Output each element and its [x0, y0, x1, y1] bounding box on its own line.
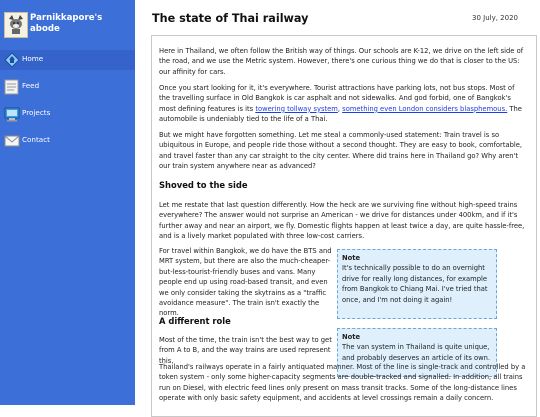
site-brand[interactable]: [3, 12, 133, 42]
nav-label-contact: Contact: [22, 135, 50, 144]
projects-icon: [4, 106, 20, 122]
nav-item-feed[interactable]: [0, 77, 135, 97]
link-tollway-system[interactable]: towering tollway system: [255, 104, 338, 113]
paragraph-cars: [159, 83, 527, 125]
nav-label-projects: Projects: [22, 108, 51, 117]
nav-label-home: Home: [22, 54, 44, 63]
nav-item-home[interactable]: [0, 50, 135, 70]
note-title: Note: [342, 254, 361, 262]
paragraph-trains: But we might have forgotten something. Let me steal a commonly-used statement: Train travel is so ubiquitous in Europe, and people ride those without a second thought. They are easy to book, comfortable, and travel faster than any car straight to the city center. Where did trains here in Thailand go? Why aren't our train system anywhere near as advanced?: [159, 131, 523, 171]
contact-icon: [4, 133, 20, 149]
paragraph-cars-separator: ,: [337, 104, 343, 113]
paragraph-intro: Here in Thailand, we often follow the British way of things. Our schools are K-12, we drive on the left side of the road, and we use the Metric system. However, there's one curious thing we do that is closer to the US: our affinity for cars.: [159, 47, 524, 76]
page-title: The state of Thai railway: [152, 12, 309, 25]
note-text: It's technically possible to do an overnight drive for really long distances, for example from Bangkok to Chiang Mai. I've tried that once, and I'm not doing it again!: [342, 264, 488, 304]
note-text: The van system in Thailand is quite unique, and probably deserves an article of its own.: [342, 343, 491, 362]
main-content: [135, 0, 540, 405]
heading-shoved-to-the-side: Shoved to the side: [159, 180, 248, 190]
site-name: Parnikkapore's abode: [30, 13, 103, 34]
nav-item-contact[interactable]: [0, 131, 135, 151]
sidebar: [0, 0, 135, 405]
nav-label-feed: Feed: [22, 81, 40, 90]
nav-item-projects[interactable]: [0, 104, 135, 124]
fox-logo-icon: [4, 12, 28, 38]
link-london-blasphemous[interactable]: something even London considers blasphemous.: [342, 104, 508, 113]
article-body: [151, 35, 537, 417]
note-title: Note: [342, 333, 361, 341]
home-icon: [4, 52, 20, 68]
post-date: 30 July, 2020: [472, 14, 518, 22]
paragraph-bangkok-transit: For travel within Bangkok, we do have the BTS and MRT system, but there are also the much-cheaper-but-less-tourist-friendly buses and vans. Many people end up using road-based transit, and even we only consider taking the skytrains as a "traffic avoidance measure". The train isn't exactly the norm.: [159, 247, 332, 318]
feed-icon: [4, 79, 20, 95]
note-overnight-drive: [337, 249, 497, 319]
paragraph-railway-operations: Thailand's railways operate in a fairly antiquated manner. Most of the line is single-track and controlled by a token system - only some higher-capacity segments are double-tracked and signalled. In addition, all trains run on Diesel, with electric feed lines only present on mass transit tracks. Some of the long-distance lines operate with only basic safety equipment, and accidents at level crossings remain a daily concern.: [159, 363, 526, 403]
paragraph-cars-text-start: Once you start looking for it, it's everywhere. Tourist attractions have parking lots, not bus stops. Most of the travelling surface in Old Bangkok is car asphalt and not sidewalks. And god forbid, one of Bangkok's most defining features is its: [159, 84, 515, 113]
paragraph-cars-text-end: The automobile is undeniably tied to the life of a Thai.: [159, 104, 522, 124]
heading-a-different-role: A different role: [159, 316, 231, 326]
paragraph-different-role: Most of the time, the train isn't the best way to get from A to B, and the way trains are used represent this.: [159, 336, 332, 365]
paragraph-restate: Let me restate that last question differently. How the heck are we surviving fine without high-speed trains everywhere? The answer would not surprise an American - we drive for distances under 400km, and if it's further away and near an airport, we fly. Domestic flights happen at least twice a day, are quite hassle-free, and is a lively market populated with three low-cost carriers.: [159, 201, 525, 241]
